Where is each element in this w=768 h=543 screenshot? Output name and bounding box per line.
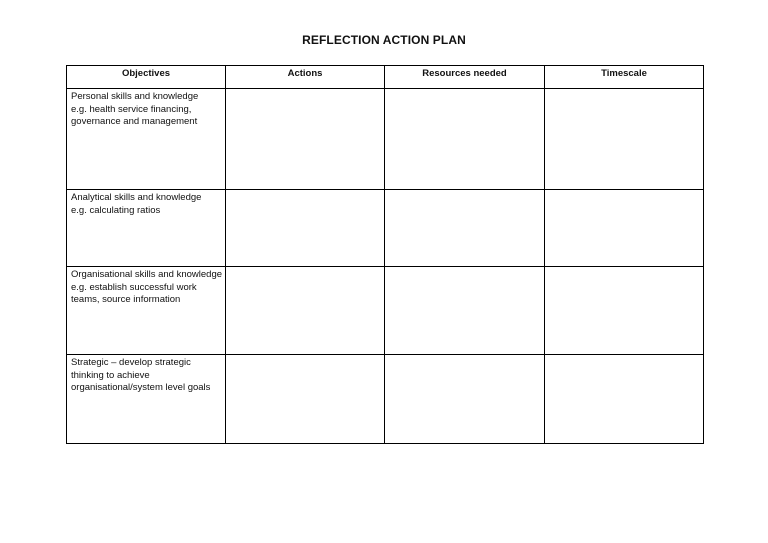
actions-cell[interactable] (226, 355, 385, 444)
objective-text-line: Strategic – develop strategic (71, 357, 191, 368)
table-row (67, 190, 704, 267)
action-plan-table (66, 65, 704, 444)
objective-text-line: governance and management (71, 116, 198, 127)
actions-cell[interactable] (226, 190, 385, 267)
objective-text-line: teams, source information (71, 294, 181, 305)
resources-cell[interactable] (385, 190, 545, 267)
table-header-row (67, 66, 704, 89)
timescale-cell[interactable] (545, 89, 704, 190)
objective-text-line: Personal skills and knowledge (71, 91, 199, 102)
table-row (67, 89, 704, 190)
page-title: REFLECTION ACTION PLAN (302, 33, 466, 47)
table-row (67, 267, 704, 355)
objective-cell-personal (67, 89, 226, 190)
objective-cell-analytical (67, 190, 226, 267)
objective-text-line: e.g. establish successful work (71, 281, 197, 293)
objective-text-line: Organisational skills and knowledge (71, 269, 223, 280)
objective-cell-strategic (67, 355, 226, 444)
objective-cell-organisational (67, 267, 226, 355)
objective-text-line: organisational/system level goals (71, 382, 211, 393)
timescale-cell[interactable] (545, 267, 704, 355)
column-header-resources-needed: Resources needed (385, 66, 545, 89)
timescale-cell[interactable] (545, 190, 704, 267)
objective-text-line: e.g. calculating ratios (71, 204, 161, 216)
actions-cell[interactable] (226, 267, 385, 355)
resources-cell[interactable] (385, 355, 545, 444)
objective-text-line: e.g. health service financing, (71, 103, 192, 115)
column-header-objectives: Objectives (67, 66, 226, 89)
resources-cell[interactable] (385, 89, 545, 190)
column-header-actions: Actions (226, 66, 385, 89)
actions-cell[interactable] (226, 89, 385, 190)
objective-text-line: Analytical skills and knowledge (71, 192, 202, 203)
objective-text-line: thinking to achieve (71, 369, 150, 381)
resources-cell[interactable] (385, 267, 545, 355)
timescale-cell[interactable] (545, 355, 704, 444)
table-row (67, 355, 704, 444)
column-header-timescale: Timescale (545, 66, 704, 89)
